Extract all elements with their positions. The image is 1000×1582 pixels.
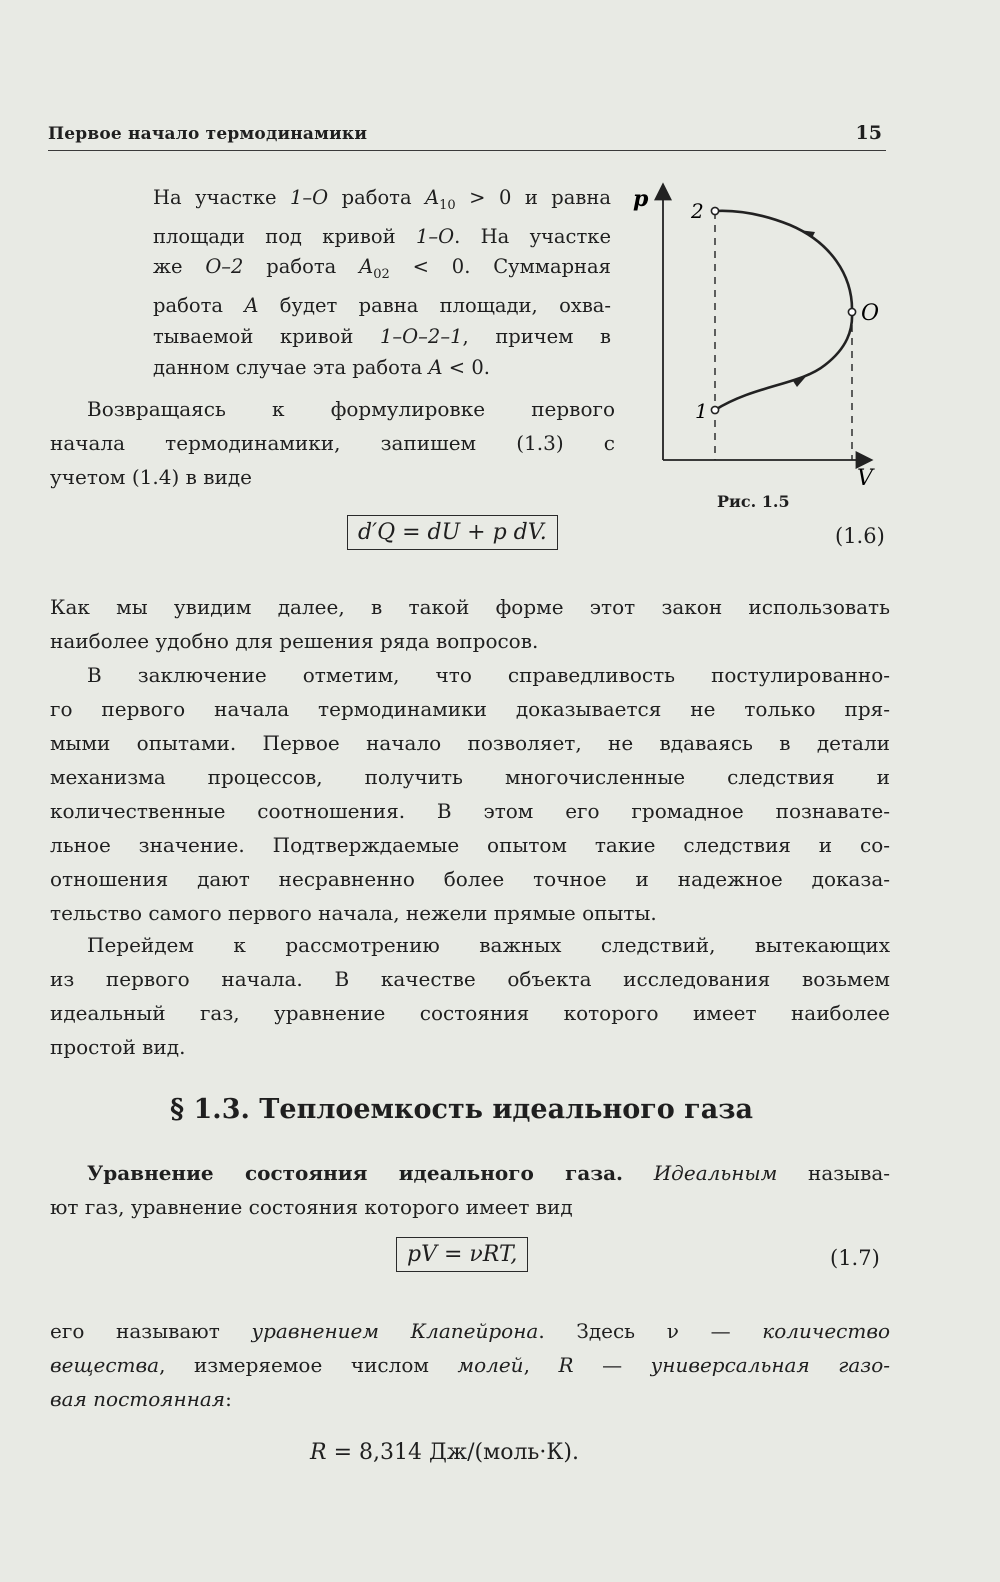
- intro-line-5: тываемой кривой 1–O–2–1, причем в: [153, 324, 612, 348]
- page-number: 15: [855, 122, 882, 144]
- intro-line-6: данном случае эта работа A < 0.: [153, 355, 490, 379]
- text-line: количественные соотношения. В этом его громадное познавате-: [50, 799, 890, 823]
- text-line: Как мы увидим далее, в такой форме этот закон использовать: [50, 595, 890, 619]
- point-label-2: 2: [691, 199, 704, 223]
- arrow-upper: [799, 230, 815, 238]
- text-line: идеальный газ, уравнение состояния которого имеет наиболее: [50, 1001, 890, 1025]
- text-line: учетом (1.4) в виде: [50, 465, 252, 489]
- point-2-marker: [711, 207, 718, 214]
- curve-1-to-o: [715, 312, 852, 410]
- text-line: тельство самого первого начала, нежели прямые опыты.: [50, 901, 657, 925]
- intro-line-3: же O–2 работа $A_{02} < 0$. Суммарная: [153, 255, 611, 283]
- text-line: Перейдем к рассмотрению важных следствий, вытекающих: [87, 933, 890, 957]
- pv-diagram: [625, 180, 890, 520]
- text-line: наиболее удобно для решения ряда вопросов.: [50, 629, 539, 653]
- text-line: В заключение отметим, что справедливость постулированно-: [87, 663, 890, 687]
- running-head-title: Первое начало термодинамики: [48, 124, 368, 144]
- text-line: вещества, измеряемое числом молей, R — универсальная газо-: [50, 1353, 890, 1377]
- equation-1-7-box: pV = νRT,: [396, 1237, 528, 1272]
- equation-1-6-box: d′Q = dU + p dV.: [347, 515, 558, 550]
- text-line: льное значение. Подтверждаемые опытом такие следствия и со-: [50, 833, 890, 857]
- intro-paragraph: [153, 183, 611, 384]
- text-line: вая постоянная:: [50, 1387, 232, 1411]
- point-o-marker: [848, 308, 855, 315]
- axis-label-v: V: [857, 466, 873, 491]
- text-line: из первого начала. В качестве объекта исследования возьмем: [50, 967, 890, 991]
- paragraph-consequences: [50, 928, 890, 1064]
- point-label-o: O: [861, 301, 880, 326]
- axis-label-p: p: [633, 186, 649, 212]
- paragraph-form: [50, 590, 890, 658]
- gas-constant: R = 8,314 Дж/(моль·К).: [310, 1440, 579, 1465]
- equation-1-7-number: (1.7): [830, 1246, 880, 1270]
- text-line: отношения дают несравненно более точное и надежное доказа-: [50, 867, 890, 891]
- paragraph-conclusion: [50, 658, 890, 930]
- text-line: механизма процессов, получить многочисленные следствия и: [50, 765, 890, 789]
- running-head: [48, 122, 886, 151]
- text-line: Уравнение состояния идеального газа. Идеальным называ-: [87, 1161, 891, 1185]
- intro-line-4: работа A будет равна площади, охва-: [153, 294, 612, 318]
- figure-1-5: [625, 180, 890, 520]
- text-line: начала термодинамики, запишем (1.3) с: [50, 431, 615, 455]
- point-label-1: 1: [695, 399, 708, 423]
- text-line: мыми опытами. Первое начало позволяет, не вдаваясь в детали: [50, 731, 890, 755]
- point-1-marker: [711, 406, 718, 413]
- section-heading: § 1.3. Теплоемкость идеального газа: [170, 1094, 753, 1125]
- text-line: Возвращаясь к формулировке первого: [87, 397, 615, 421]
- curve-o-to-2: [715, 211, 852, 312]
- intro-line-1: На участке 1–O работа $A_{10} > 0$ и равна: [153, 186, 611, 213]
- paragraph-ideal-gas: [50, 1156, 890, 1224]
- text-line: его называют уравнением Клапейрона. Здесь ν — количество: [50, 1319, 891, 1343]
- arrow-lower: [793, 373, 809, 387]
- text-line: простой вид.: [50, 1035, 186, 1059]
- paragraph-returning: [50, 392, 615, 494]
- figure-caption: Рис. 1.5: [717, 492, 790, 511]
- paragraph-clapeyron: [50, 1314, 890, 1416]
- equation-1-6-number: (1.6): [835, 524, 885, 548]
- text-line: ют газ, уравнение состояния которого имеет вид: [50, 1195, 573, 1219]
- text-line: го первого начала термодинамики доказывается не только пря-: [50, 697, 890, 721]
- intro-line-2: площади под кривой 1–O. На участке: [153, 224, 611, 248]
